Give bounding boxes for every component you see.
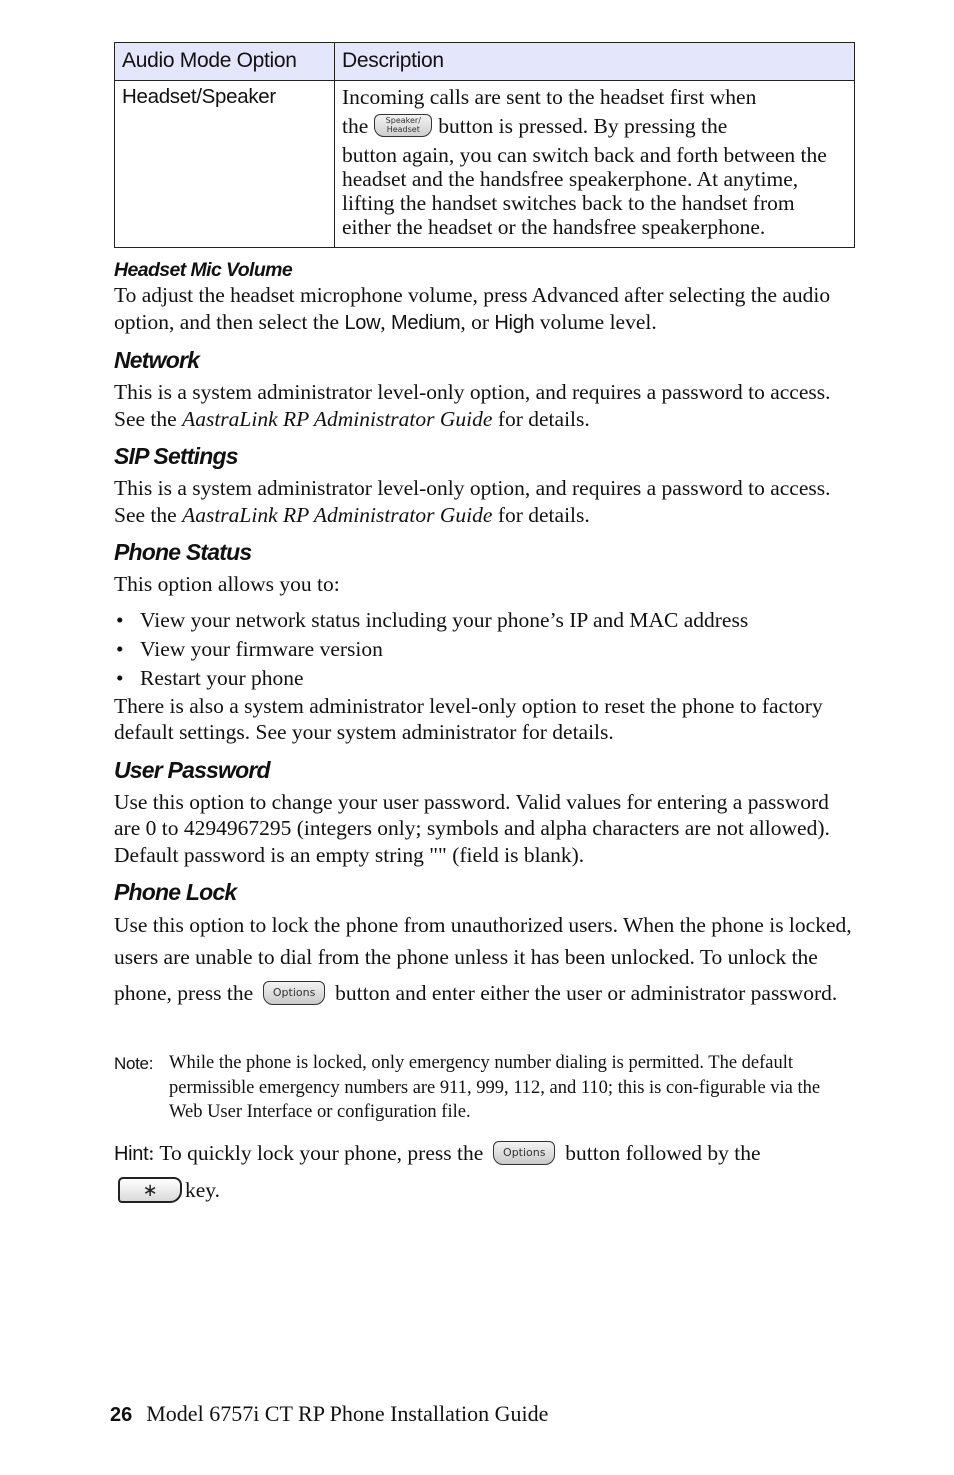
audio-mode-table bbox=[114, 42, 855, 248]
list-item: • Restart your phone bbox=[114, 664, 855, 693]
options-button-icon: Options bbox=[493, 1141, 555, 1165]
table-cell-description bbox=[335, 81, 855, 248]
table-header-description: Description bbox=[335, 43, 855, 81]
table-row bbox=[115, 81, 855, 248]
sip-guide-title: AastraLink RP Administrator Guide bbox=[182, 502, 493, 527]
list-item: • View your network status including your phone’s IP and MAC address bbox=[114, 606, 855, 635]
note-label: Note: bbox=[114, 1054, 154, 1073]
headset-mic-text bbox=[114, 282, 855, 336]
description-line-1: Incoming calls are sent to the headset first when bbox=[342, 85, 757, 109]
list-item: • View your firmware version bbox=[114, 635, 855, 664]
page-number: 26 bbox=[110, 1404, 133, 1426]
note-block bbox=[114, 1051, 855, 1125]
description-before-button: the bbox=[342, 114, 369, 138]
network-guide-title: AastraLink RP Administrator Guide bbox=[182, 406, 493, 431]
star-key-icon: ∗ bbox=[118, 1177, 182, 1203]
section-heading-sip: SIP Settings bbox=[114, 443, 238, 469]
hint-label: Hint bbox=[114, 1142, 149, 1165]
sip-text-before: This is a system administrator level-only option, and requires a password to access. See the bbox=[114, 476, 831, 527]
phone-lock-text bbox=[114, 911, 855, 1011]
phone-status-list bbox=[114, 606, 855, 693]
description-rest: button again, you can switch back and forth between the headset and the handsfree speakerphone. At anytime, lifting the handset switches back to the handset from either the headset or the handsfree speakerphone. bbox=[342, 143, 827, 239]
network-text-after: for details. bbox=[497, 406, 590, 431]
description-line-2 bbox=[342, 109, 847, 143]
page-content bbox=[114, 42, 855, 1208]
term-medium: Medium bbox=[391, 311, 461, 334]
section-heading-user-password: User Password bbox=[114, 756, 270, 783]
phone-lock-text-line1: Use this option to lock the phone from unauthorized users. When the phone is locked, users are unable to dial from the phone unless it has been bbox=[114, 913, 852, 969]
footer-title: Model 6757i CT RP Phone Installation Guide bbox=[146, 1401, 549, 1426]
table-header-row bbox=[115, 43, 855, 81]
sip-text-after: for details. bbox=[497, 502, 590, 527]
separator-2: , or bbox=[460, 309, 490, 334]
table-cell-option: Headset/Speaker bbox=[115, 81, 335, 248]
separator-1: , bbox=[380, 309, 386, 334]
section-heading-headset-mic: Headset Mic Volume bbox=[114, 259, 293, 281]
note-text: While the phone is locked, only emergency number dialing is permitted. The default permissible emergency numbers are 911, 999, 112, and 110; this is con-figurable via the Web User Interface or configuration file. bbox=[169, 1053, 821, 1122]
user-password-text: Use this option to change your user password. Valid values for entering a password are 0 to 4294967295 (integers only; symbols and alpha characters are not allowed). Default password is an empty string "" (field is blank). bbox=[114, 789, 830, 867]
section-heading-network: Network bbox=[114, 347, 200, 373]
sip-text bbox=[114, 475, 855, 528]
term-high: High bbox=[494, 311, 535, 334]
hint-block bbox=[114, 1135, 855, 1208]
hint-text-before-button: : To quickly lock your phone, press the bbox=[148, 1140, 484, 1165]
phone-lock-text-before-button: unlocked. To unlock the phone, press the bbox=[114, 945, 818, 1005]
phone-status-intro: This option allows you to: bbox=[114, 572, 340, 596]
table-header-option: Audio Mode Option bbox=[115, 43, 335, 81]
headset-mic-text-before: To adjust the headset microphone volume, press Advanced after selecting the audio option, and then select the bbox=[114, 283, 831, 334]
description-after-button: button is pressed. By pressing the bbox=[438, 114, 728, 138]
phone-status-text: There is also a system administrator level-only option to reset the phone to factory default settings. See your system administrator for details. bbox=[114, 693, 823, 744]
section-heading-phone-lock: Phone Lock bbox=[114, 879, 237, 905]
network-text-before: This is a system administrator level-only option, and requires a password to access. See the bbox=[114, 380, 831, 431]
section-heading-phone-status: Phone Status bbox=[114, 539, 252, 565]
term-low: Low bbox=[344, 311, 381, 334]
network-text bbox=[114, 379, 855, 432]
phone-lock-text-after-button: button and enter either the user or administrator password. bbox=[335, 981, 838, 1005]
page-footer bbox=[110, 1400, 548, 1429]
speaker-button-label-bottom: Headset bbox=[386, 124, 420, 134]
speaker-headset-button-icon bbox=[374, 114, 432, 137]
options-button-icon: Options bbox=[263, 981, 325, 1005]
hint-text-end: key. bbox=[185, 1177, 221, 1202]
hint-text-after-button: button followed by the bbox=[565, 1140, 761, 1165]
speaker-button-label-top: Speaker/ bbox=[385, 115, 421, 125]
headset-mic-text-after: volume level. bbox=[539, 309, 657, 334]
